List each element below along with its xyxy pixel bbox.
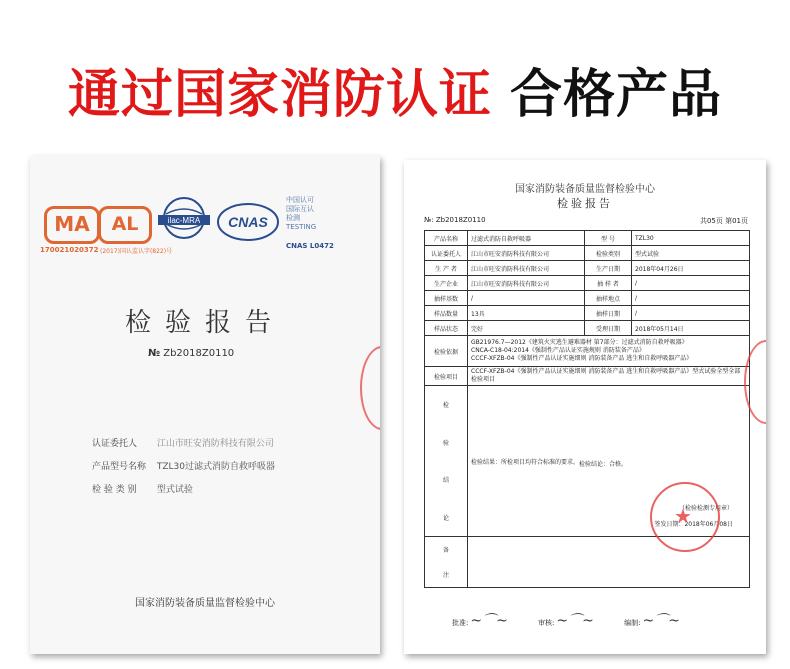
row-label: 抽样日期 xyxy=(585,306,632,320)
approve-label: 批准: xyxy=(452,619,469,627)
label-char: 检 xyxy=(442,402,449,410)
row-label: 受理日期 xyxy=(585,321,632,335)
conclusion-date: 签发日期：2018年06月08日 xyxy=(654,521,733,528)
cma-logo: MA xyxy=(44,206,100,244)
report-issuer: 国家消防装备质量监督检验中心 xyxy=(515,184,655,195)
cnas-text: CNAS xyxy=(228,214,268,230)
cnas-info-line: 检测 xyxy=(286,214,300,222)
approve-signature: ~⌒~ xyxy=(470,613,508,629)
number-value: Zb2018Z0110 xyxy=(163,348,235,359)
conclusion-text: 检验结论：合格。 xyxy=(579,460,628,468)
row-value: 江山市旺安消防科技有限公司 xyxy=(468,261,585,275)
compile-label: 编制: xyxy=(624,619,641,627)
review-label: 审核: xyxy=(538,619,555,627)
cover-report-number xyxy=(148,348,234,359)
label-char: 结 xyxy=(442,477,449,485)
row-label: 检验项目 xyxy=(425,367,468,385)
headline-red: 通过国家消防认证 xyxy=(67,65,492,125)
report-number: №: Zb2018Z0110 xyxy=(424,216,486,224)
cert-logos xyxy=(40,196,372,256)
cnas-logo xyxy=(216,202,280,242)
report-cover xyxy=(30,156,380,654)
table-row-items xyxy=(425,367,749,386)
field-value: 型式试验 xyxy=(156,485,193,495)
row-value: / xyxy=(635,294,638,302)
field-value: 江山市旺安消防科技有限公司 xyxy=(156,439,274,449)
signature-line xyxy=(452,610,752,630)
row-label: 生 产 者 xyxy=(425,261,468,275)
compile-signature: ~⌒~ xyxy=(642,613,680,629)
row-value: 江山市旺安消防科技有限公司 xyxy=(468,276,585,290)
note-body xyxy=(468,537,749,587)
table-row xyxy=(425,246,749,261)
row-label: 认证委托人 xyxy=(425,246,468,260)
table-row-basis xyxy=(425,336,749,367)
ilac-mra-logo xyxy=(156,196,212,244)
row-value: 2018年05月14日 xyxy=(635,325,684,333)
row-value: TZL30 xyxy=(635,234,654,242)
row-value: / xyxy=(635,279,638,287)
cnas-info-line: 国际互认 xyxy=(286,205,314,213)
row-label: 产品名称 xyxy=(425,231,468,245)
cover-field-row xyxy=(92,459,362,482)
report-title: 检验报告 xyxy=(557,197,613,210)
row-label: 检验依据 xyxy=(425,336,468,366)
field-label: 检 验 类 别 xyxy=(92,485,137,495)
row-value: / xyxy=(635,309,638,317)
conclusion-result: 检验结果：所检项目均符合标准的要求。 xyxy=(471,458,580,466)
cnas-info-line: TESTING xyxy=(286,223,317,231)
row-label: 生产日期 xyxy=(585,261,632,275)
row-label: 抽样地点 xyxy=(585,291,632,305)
row-label-vertical xyxy=(425,386,468,536)
cover-title: 检验报告 xyxy=(124,308,285,338)
table-row xyxy=(425,306,749,321)
row-label: 样品数量 xyxy=(425,306,468,320)
row-value: 型式试验 xyxy=(635,250,660,258)
number-mark: № xyxy=(148,348,161,359)
table-row xyxy=(425,261,749,276)
row-label: 抽 样 者 xyxy=(585,276,632,290)
conclusion-seal-label: （检验检测专用章） xyxy=(678,505,733,512)
label-char: 验 xyxy=(442,439,449,447)
cal-logo: AL xyxy=(98,206,152,244)
row-value: 江山市旺安消防科技有限公司 xyxy=(468,246,585,260)
row-label: 型 号 xyxy=(585,231,632,245)
cover-fields xyxy=(92,436,362,505)
table-row xyxy=(425,276,749,291)
cover-field-row xyxy=(92,436,362,459)
row-label: 抽样基数 xyxy=(425,291,468,305)
row-value: 13具 xyxy=(468,306,585,320)
basis-text xyxy=(468,336,749,366)
label-char: 备 xyxy=(442,547,449,554)
row-value: / xyxy=(468,291,585,305)
row-value: 完好 xyxy=(468,321,585,335)
basis-line: CNCA-C18-04:2014《强制性产品认证实施规则 消防装备产品》 xyxy=(471,347,645,354)
cover-issuer: 国家消防装备质量监督检验中心 xyxy=(135,598,275,609)
headline-dark: 合格产品 xyxy=(510,65,723,125)
seal-edge-stamp xyxy=(360,346,380,430)
cal-number: (2017)国认监认字(822)号 xyxy=(100,248,173,255)
field-label: 产品型号名称 xyxy=(92,462,147,472)
seal-star-icon: ★ xyxy=(674,504,692,528)
table-row xyxy=(425,321,749,336)
red-seal-stamp xyxy=(650,482,720,552)
report-pages: 共05页 第01页 xyxy=(699,217,748,225)
cnas-code: CNAS L0472 xyxy=(286,242,334,250)
table-row xyxy=(425,291,749,306)
cma-number: 170021020372 xyxy=(40,246,99,254)
cnas-info-line: 中国认可 xyxy=(286,196,314,204)
row-label: 生产企业 xyxy=(425,276,468,290)
row-label: 样品状态 xyxy=(425,321,468,335)
row-value: 过滤式消防自救呼吸器 xyxy=(468,231,585,245)
review-signature: ~⌒~ xyxy=(556,613,594,629)
label-char: 论 xyxy=(442,514,449,522)
headline xyxy=(0,52,790,127)
items-text: CCCF-XFZB-04《强制性产品认证实施细则 消防装备产品 逃生和自救呼吸器产品》型式试验全型全部检验项目 xyxy=(471,368,741,383)
field-value: TZL30过滤式消防自救呼吸器 xyxy=(156,462,276,472)
label-char: 注 xyxy=(442,572,449,579)
row-label-vertical xyxy=(425,537,468,587)
table-row xyxy=(425,231,749,246)
report-page xyxy=(404,160,766,654)
basis-line: CCCF-XFZB-04《强制性产品认证实施细则 消防装备产品 逃生和自救呼吸器产品》 xyxy=(471,355,693,362)
row-label: 检验类别 xyxy=(585,246,632,260)
basis-line: GB21976.7—2012《建筑火灾逃生避难器材 第7部分：过滤式消防自救呼吸器》 xyxy=(471,339,688,346)
row-value: 2018年04月26日 xyxy=(635,265,684,273)
field-label: 认证委托人 xyxy=(92,439,138,449)
cover-field-row xyxy=(92,482,362,505)
ilac-text: ilac-MRA xyxy=(167,216,201,225)
cnas-info xyxy=(286,196,316,232)
